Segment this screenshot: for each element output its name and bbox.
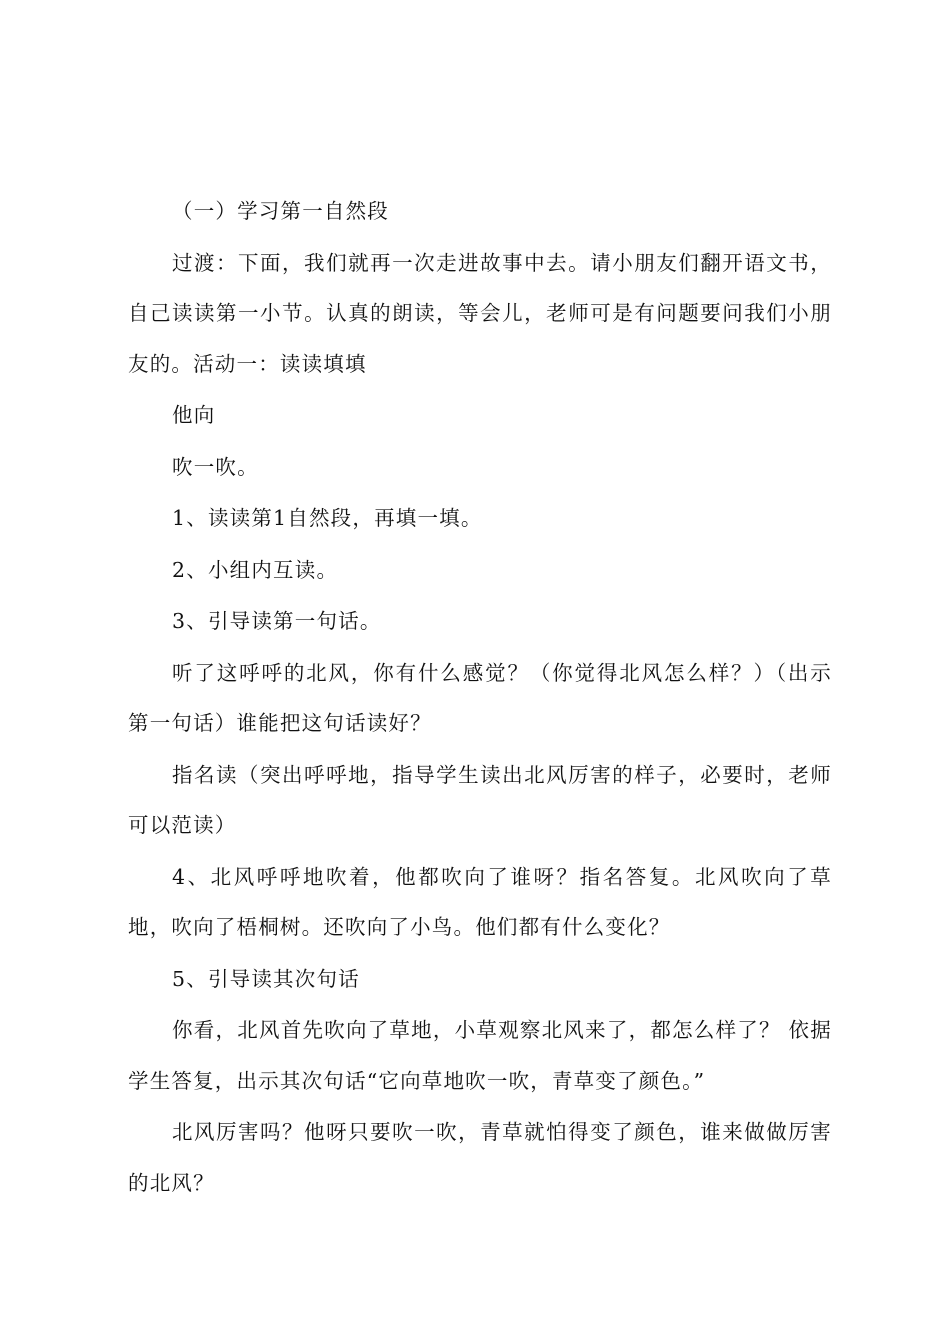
section-heading: （一）学习第一自然段 (172, 199, 389, 223)
paragraph-fill-line-2: 吹一吹。 (172, 454, 259, 479)
paragraph-step-4: 4、北风呼呼地吹着，他都吹向了谁呀？指名答复。北风吹向了草地，吹向了梧桐树。还吹向了小鸟。他们都有什么变化？ (128, 864, 832, 939)
paragraph-step-2: 2、小组内互读。 (172, 557, 339, 582)
paragraph-step-5: 5、引导读其次句话 (172, 966, 360, 991)
paragraph-step-1: 1、读读第1自然段，再填一填。 (172, 506, 483, 530)
paragraph-question-3: 北风厉害吗？他呀只要吹一吹，青草就怕得变了颜色，谁来做做厉害的北风？ (128, 1120, 832, 1195)
paragraph-question-2: 你看，北风首先吹向了草地，小草观察北风来了，都怎么样了？ 依据学生答复，出示其次句话“它向草地吹一吹，青草变了颜色。” (128, 1018, 832, 1093)
paragraph-transition: 过渡：下面，我们就再一次走进故事中去。请小朋友们翻开语文书，自己读读第一小节。认真的朗读，等会儿，老师可是有问题要问我们小朋友的。活动一：读读填填 (128, 250, 832, 376)
paragraph-reading-guide: 指名读（突出呼呼地，指导学生读出北风厉害的样子，必要时，老师可以范读） (128, 762, 832, 837)
document-body (128, 186, 832, 1209)
paragraph-question-1: 听了这呼呼的北风，你有什么感觉？（你觉得北风怎么样？）（出示第一句话）谁能把这句话读好？ (128, 660, 832, 735)
paragraph-step-3: 3、引导读第一句话。 (172, 609, 382, 633)
paragraph-fill-line-1: 他向 (172, 403, 216, 427)
